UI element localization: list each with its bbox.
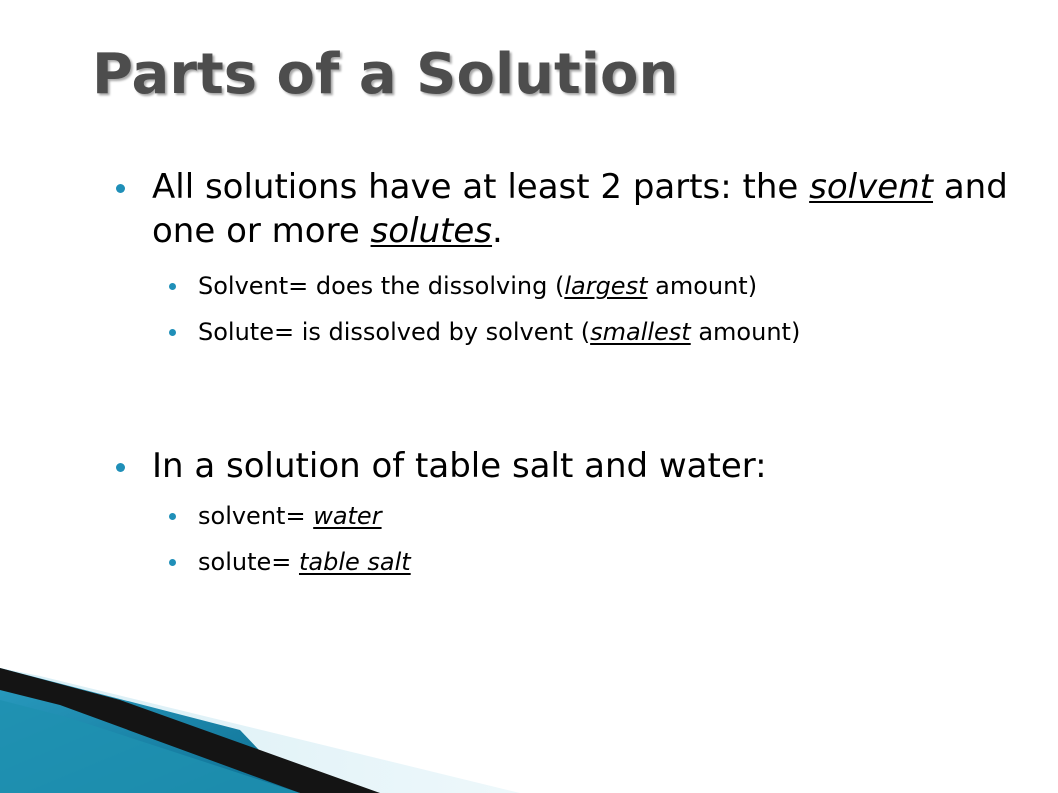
corner-light-band bbox=[0, 668, 520, 793]
bullet-text: and one or more bbox=[152, 167, 1008, 251]
bullet-dot-icon bbox=[169, 559, 176, 566]
sub-bullet-solute-table-salt bbox=[198, 542, 978, 582]
sub-bullet-solvent-definition bbox=[198, 266, 978, 306]
term-largest: largest bbox=[564, 272, 648, 300]
sub-bullet-text: amount) bbox=[690, 318, 801, 346]
bullet-text: . bbox=[492, 211, 503, 251]
term-water: water bbox=[313, 502, 382, 530]
slide-title: Parts of a Solution bbox=[92, 42, 679, 107]
bullet-text: In a solution of table salt and water: bbox=[152, 446, 767, 486]
corner-dark-band bbox=[0, 668, 380, 793]
term-table-salt: table salt bbox=[298, 548, 411, 576]
term-solvent: solvent bbox=[809, 167, 934, 207]
bullet-dot-icon bbox=[169, 329, 176, 336]
sub-bullet-text: Solvent= does the dissolving ( bbox=[198, 272, 565, 300]
bullet-dot-icon bbox=[116, 463, 125, 472]
term-smallest: smallest bbox=[590, 318, 691, 346]
sub-bullet-text: amount) bbox=[647, 272, 758, 300]
term-solutes: solutes bbox=[370, 211, 493, 251]
bullet-dot-icon bbox=[169, 283, 176, 290]
bullet-solution-parts bbox=[152, 165, 1012, 253]
corner-teal-edge bbox=[0, 700, 300, 793]
sub-bullet-solute-definition bbox=[198, 312, 878, 352]
sub-bullet-text: solute= bbox=[198, 548, 299, 576]
bullet-text: All solutions have at least 2 parts: the bbox=[152, 167, 810, 207]
bullet-dot-icon bbox=[116, 184, 125, 193]
bullet-table-salt-example bbox=[152, 444, 1012, 488]
sub-bullet-text: Solute= is dissolved by solvent ( bbox=[198, 318, 591, 346]
corner-teal-band bbox=[0, 668, 300, 793]
sub-bullet-text: solvent= bbox=[198, 502, 314, 530]
bullet-dot-icon bbox=[169, 513, 176, 520]
sub-bullet-solvent-water bbox=[198, 496, 978, 536]
